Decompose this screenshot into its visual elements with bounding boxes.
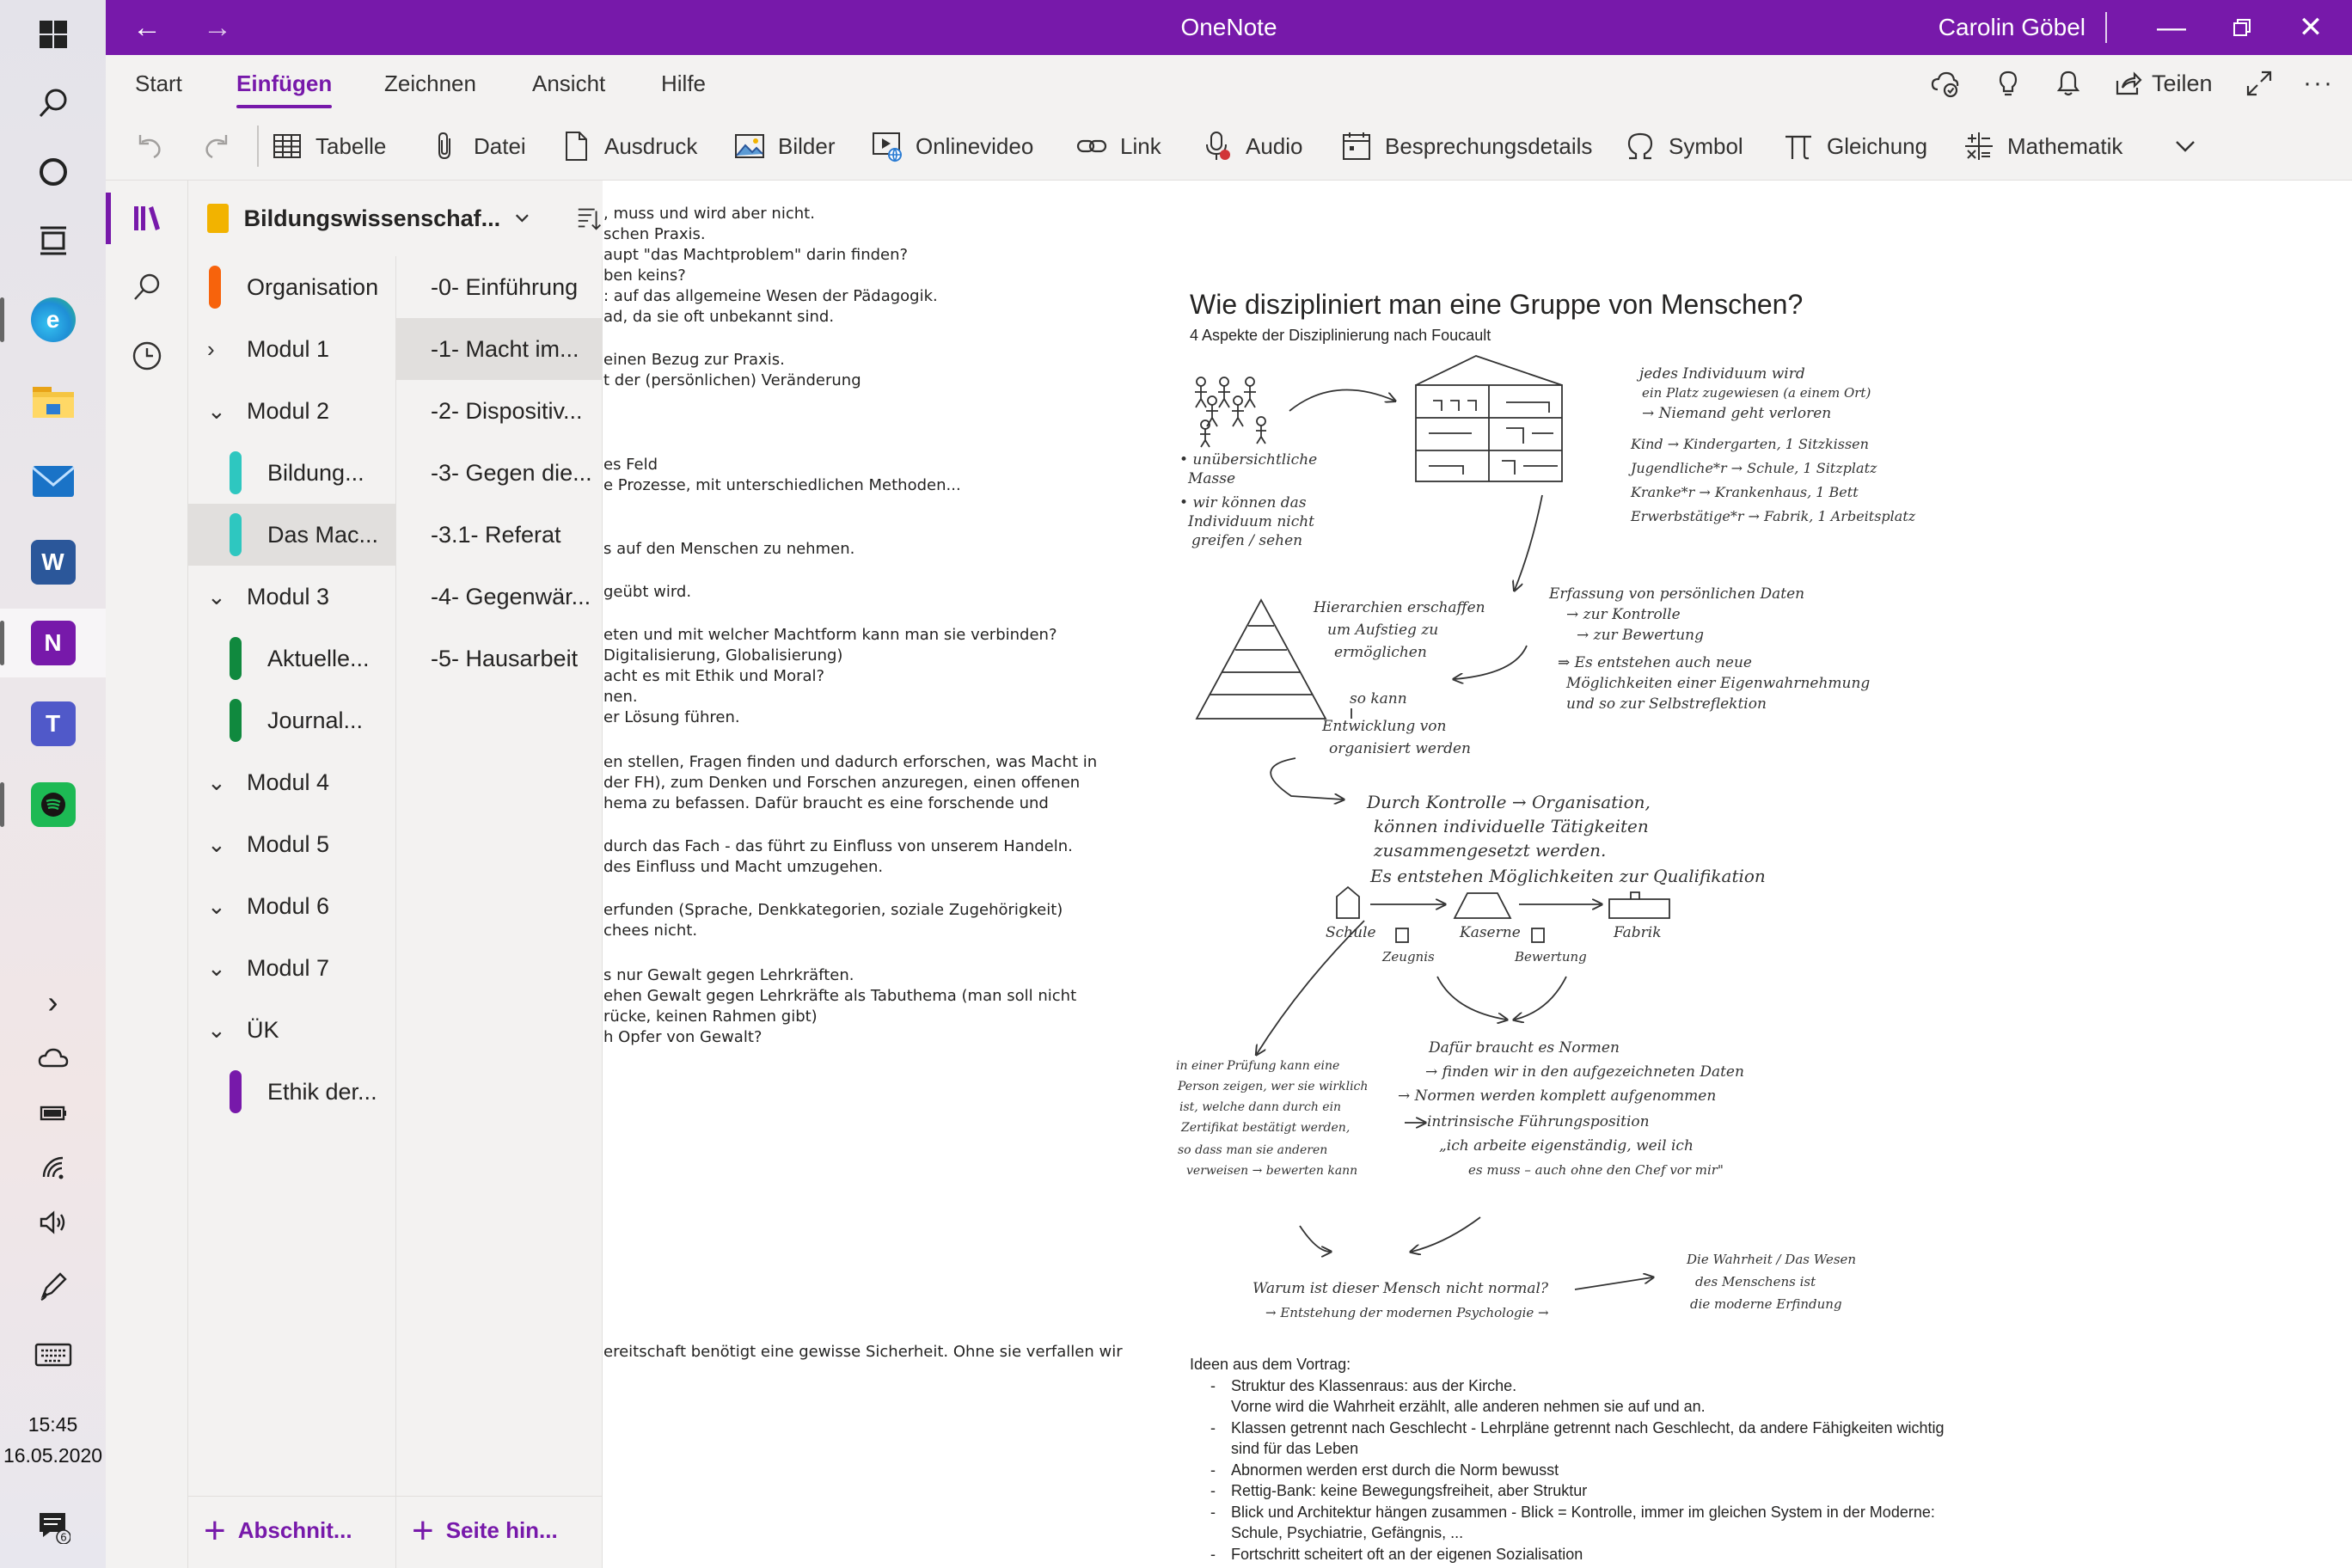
redo-button[interactable]: [200, 112, 245, 181]
cortana-circle-icon: [38, 156, 69, 187]
note-text-line: geübt wird.: [603, 583, 692, 601]
picture-icon: [733, 130, 766, 162]
ideas-heading: Ideen aus dem Vortrag:: [1190, 1356, 1351, 1373]
ink-text: → finden wir in den aufgezeichneten Daten: [1425, 1063, 1744, 1081]
ink-text: Es entstehen Möglichkeiten zur Qualifikation: [1370, 866, 1766, 886]
undo-icon: [133, 130, 166, 162]
pen-icon: [38, 1271, 69, 1302]
section-color-tab: [230, 1070, 242, 1113]
tab-ansicht[interactable]: Ansicht: [532, 70, 606, 96]
notebooks-button[interactable]: [106, 184, 188, 253]
ink-text: ⇒ Es entstehen auch neue: [1558, 654, 1752, 671]
insert-link-label: Link: [1120, 132, 1161, 159]
note-text-line: : auf das allgemeine Wesen der Pädagogik.: [603, 287, 938, 305]
section-color-tab: [209, 266, 221, 309]
ideas-bullet: - Rettig-Bank: keine Bewegungsfreiheit, aber Struktur: [1190, 1480, 1945, 1502]
undo-button[interactable]: [133, 112, 178, 181]
ink-text: • wir können das: [1179, 494, 1307, 511]
word-button[interactable]: [0, 528, 106, 597]
spotify-button[interactable]: [0, 770, 106, 839]
page-item[interactable]: -2- Dispositiv...: [431, 398, 583, 424]
section-item[interactable]: [188, 318, 396, 380]
tab-start[interactable]: Start: [135, 70, 182, 96]
crowd-drawing: [1195, 377, 1266, 447]
tab-hilfe[interactable]: Hilfe: [661, 70, 707, 96]
chevron-down-icon[interactable]: ⌄: [207, 583, 226, 609]
task-view-button[interactable]: [0, 206, 106, 275]
insert-file-label: Datei: [474, 132, 526, 159]
cloud-icon: [38, 1047, 69, 1068]
insert-pictures-label: Bilder: [778, 132, 836, 159]
cloud-sync-icon: [1930, 69, 1959, 98]
section-item[interactable]: [188, 256, 396, 318]
ink-text: Zertifikat bestätigt werden,: [1181, 1121, 1351, 1135]
note-text-line: chees nicht.: [603, 922, 698, 940]
note-text-line: nen.: [603, 688, 638, 706]
minimize-icon: —: [2157, 10, 2186, 44]
chevron-down-icon[interactable]: ⌄: [207, 397, 226, 424]
section-color-tab: [230, 637, 242, 680]
section-label: Modul 4: [247, 769, 330, 795]
section-item[interactable]: [188, 628, 396, 689]
add-page-label: Seite hin...: [445, 1517, 558, 1543]
note-text-line: ben keins?: [603, 266, 686, 285]
ink-text: → Normen werden komplett aufgenommen: [1398, 1087, 1717, 1105]
chevron-down-icon[interactable]: ⌄: [207, 954, 226, 981]
ink-text: Kranke*r → Krankenhaus, 1 Bett: [1631, 484, 1859, 500]
page-item[interactable]: -0- Einführung: [431, 274, 579, 300]
ink-text: Person zeigen, wer sie wirklich: [1178, 1080, 1369, 1093]
tab-zeichnen[interactable]: Zeichnen: [384, 70, 476, 96]
navigation-rail: [106, 181, 188, 1568]
ink-text: Kind → Kindergarten, 1 Sitzkissen: [1631, 436, 1869, 452]
insert-table-button[interactable]: [271, 112, 386, 181]
section-color-tab: [230, 451, 242, 494]
page-subtitle[interactable]: 4 Aspekte der Disziplinierung nach Foucault: [1190, 327, 1491, 344]
ink-text: jedes Individuum wird: [1639, 365, 1805, 383]
note-text-line: e Prozesse, mit unterschiedlichen Methoden...: [603, 476, 961, 494]
edge-icon: e: [31, 297, 76, 342]
notebook-header[interactable]: [188, 181, 603, 256]
arrow-right-icon: →: [203, 10, 232, 44]
note-text-line: durch das Fach - das führt zu Einfluss von unserem Handeln.: [603, 837, 1073, 855]
section-item[interactable]: [188, 1061, 396, 1123]
section-color-tab: [230, 699, 242, 742]
ideas-bullet: - Blick und Architektur hängen zusammen - Blick = Kontrolle, immer im gleichen System in der Moderne:: [1190, 1502, 1945, 1523]
pi-icon: [1782, 130, 1815, 162]
note-text-line: s nur Gewalt gegen Lehrkräften.: [603, 966, 854, 984]
ink-text: „ich arbeite eigenständig, weil ich: [1439, 1137, 1694, 1155]
ink-text: Individuum nicht: [1188, 513, 1315, 530]
sync-status-button[interactable]: [1930, 55, 1959, 112]
close-button[interactable]: [2276, 0, 2345, 55]
section-item[interactable]: [188, 937, 396, 999]
ideas-continuation: Schule, Psychiatrie, Gefängnis, ...: [1231, 1524, 1464, 1541]
search-icon: [131, 271, 163, 303]
note-text-line: erfunden (Sprache, Denkkategorien, soziale Zugehörigkeit): [603, 901, 1063, 919]
search-icon: [36, 86, 70, 120]
insert-meeting-details-button[interactable]: [1340, 112, 1592, 181]
note-text-line: acht es mit Ethik und Moral?: [603, 667, 825, 685]
section-label: Modul 5: [247, 830, 330, 857]
action-center-button[interactable]: [0, 1492, 106, 1561]
account-name[interactable]: Carolin Göbel: [1938, 14, 2086, 40]
mail-icon: [31, 464, 76, 499]
ink-text: Bewertung: [1515, 949, 1587, 965]
minimize-button[interactable]: [2137, 0, 2206, 55]
notebooks-icon: [130, 201, 164, 236]
insert-symbol-label: Symbol: [1669, 132, 1743, 159]
chevron-down-icon[interactable]: ⌄: [207, 1016, 226, 1043]
forward-button[interactable]: [183, 0, 252, 55]
note-text-line: des Einfluss und Macht umzugehen.: [603, 858, 884, 876]
ink-text: Schule: [1326, 924, 1376, 941]
note-text-line: schen Praxis.: [603, 225, 706, 243]
note-text-line: der FH), zum Denken und Forschen anzuregen, einen offenen: [603, 774, 1081, 792]
insert-audio-label: Audio: [1246, 132, 1303, 159]
pyramid-drawing: [1197, 600, 1326, 719]
notification-icon: [36, 1510, 70, 1544]
app-title: OneNote: [1180, 14, 1277, 40]
spotify-icon: [31, 782, 76, 827]
online-video-icon: [871, 130, 903, 162]
speaker-icon: [39, 1210, 68, 1235]
section-item[interactable]: [188, 875, 396, 937]
onenote-taskbar-button[interactable]: [0, 609, 106, 677]
ink-text: Erwerbstätige*r → Fabrik, 1 Arbeitsplatz: [1631, 508, 1916, 524]
note-text-line: ereitschaft benötigt eine gewisse Sicherheit. Ohne sie verfallen wir: [603, 1343, 1123, 1361]
insert-printout-label: Ausdruck: [604, 132, 698, 159]
search-notes-button[interactable]: [106, 253, 188, 322]
toolbar-separator: [257, 126, 259, 167]
section-item[interactable]: [188, 380, 396, 442]
insert-symbol-button[interactable]: [1624, 112, 1743, 181]
building-drawing: [1416, 356, 1562, 481]
ideas-bullet: - Klassen getrennt nach Geschlecht - Lehrpläne getrennt nach Geschlecht, da andere Fähigkeiten wichtig: [1190, 1418, 1945, 1439]
insert-online-video-button[interactable]: [871, 112, 1033, 181]
section-label: Modul 3: [247, 583, 330, 609]
ink-text: • unübersichtliche: [1179, 451, 1318, 469]
notebook-name: Bildungswissenschaf...: [243, 205, 501, 231]
title-bar: [106, 0, 2352, 55]
link-icon: [1075, 130, 1108, 162]
more-icon: ···: [2303, 69, 2334, 97]
note-canvas[interactable]: [603, 181, 2352, 1568]
math-button[interactable]: [1963, 112, 2122, 181]
ink-text: Die Wahrheit / Das Wesen: [1687, 1252, 1857, 1267]
start-button[interactable]: [0, 0, 106, 69]
ink-text: Möglichkeiten einer Eigenwahrnehmung: [1566, 675, 1871, 692]
bell-icon: [2054, 69, 2083, 98]
chevron-down-icon: [2169, 130, 2202, 162]
insert-online-video-label: Onlinevideo: [916, 132, 1034, 159]
folder-icon: [31, 382, 76, 420]
ideas-bullet: - Abnormen werden erst durch die Norm bewusst: [1190, 1460, 1945, 1481]
restore-button[interactable]: [2208, 0, 2276, 55]
clock-icon: [131, 340, 163, 372]
note-text-line: , muss und wird aber nicht.: [603, 205, 815, 223]
ribbon-expand-button[interactable]: [2169, 112, 2214, 181]
close-icon: ✕: [2298, 11, 2324, 44]
cortana-button[interactable]: [0, 138, 106, 206]
page-item[interactable]: -4- Gegenwär...: [431, 584, 591, 609]
note-text-line: ad, da sie oft unbekannt sind.: [603, 308, 835, 326]
ink-text: Entwicklung von: [1322, 718, 1447, 735]
ink-text: Jugendliche*r → Schule, 1 Sitzplatz: [1631, 460, 1877, 476]
back-button[interactable]: [113, 0, 181, 55]
insert-audio-button[interactable]: [1201, 112, 1303, 181]
page-item[interactable]: -1- Macht im...: [396, 318, 603, 380]
section-label: Ethik der...: [267, 1078, 377, 1105]
word-icon: W: [31, 540, 76, 585]
share-icon: [2114, 69, 2143, 98]
sort-icon[interactable]: [575, 204, 603, 233]
ink-text: ermöglichen: [1334, 644, 1427, 661]
section-label: Modul 7: [247, 954, 330, 981]
ink-text: verweisen → bewerten kann: [1186, 1164, 1358, 1178]
recent-notes-button[interactable]: [106, 322, 188, 390]
section-label: Bildung...: [267, 459, 364, 486]
ink-text: Zeugnis: [1382, 949, 1435, 965]
section-label: Modul 2: [247, 397, 330, 424]
note-text-line: s auf den Menschen zu nehmen.: [603, 540, 855, 558]
ink-text: ist, welche dann durch ein: [1179, 1100, 1342, 1114]
notifications-button[interactable]: [2054, 55, 2083, 112]
note-text-line: en stellen, Fragen finden und dadurch erforschen, was Macht in: [603, 753, 1098, 771]
section-color-tab: [230, 513, 242, 556]
section-item[interactable]: [188, 504, 396, 566]
pen-tray-button[interactable]: [0, 1252, 106, 1320]
insert-meeting-details-label: Besprechungsdetails: [1385, 132, 1593, 159]
title-separator: [2105, 12, 2107, 43]
expand-icon: [2245, 69, 2274, 98]
document-icon: [560, 130, 592, 162]
chevron-down-icon[interactable]: ⌄: [207, 892, 226, 919]
notification-count: 6: [59, 1531, 67, 1544]
section-item[interactable]: [188, 689, 396, 751]
add-page-button[interactable]: [396, 1496, 603, 1565]
ink-text: des Menschens ist: [1695, 1274, 1816, 1289]
task-view-icon: [37, 224, 70, 257]
ideas-bullet: - Struktur des Klassenraus: aus der Kirche.: [1190, 1375, 1945, 1397]
ink-text: können individuelle Tätigkeiten: [1374, 816, 1649, 836]
ink-text: → zur Kontrolle: [1566, 606, 1681, 623]
note-text-line: hema zu befassen. Dafür braucht es eine forschende und: [603, 794, 1049, 812]
ink-text: in einer Prüfung kann eine: [1176, 1059, 1340, 1073]
note-text-line: es Feld: [603, 456, 658, 474]
share-label: Teilen: [2152, 70, 2213, 96]
teams-icon: T: [31, 701, 76, 746]
share-button[interactable]: [2114, 55, 2213, 112]
section-item[interactable]: [188, 813, 396, 875]
ink-text: Fabrik: [1614, 924, 1662, 941]
chevron-right-icon: ›: [47, 984, 58, 1020]
windows-taskbar: [0, 0, 106, 1568]
chevron-right-icon[interactable]: ›: [207, 335, 215, 362]
section-item[interactable]: [188, 999, 396, 1061]
table-icon: [271, 130, 303, 162]
insert-table-label: Tabelle: [315, 132, 387, 159]
ink-text: die moderne Erfindung: [1690, 1296, 1842, 1312]
insert-printout-button[interactable]: [560, 112, 697, 181]
ink-text: Dafür braucht es Normen: [1429, 1039, 1620, 1057]
section-item[interactable]: [188, 751, 396, 813]
tell-me-button[interactable]: [1994, 55, 2023, 112]
calendar-icon: [1340, 130, 1373, 162]
note-text-line: aupt "das Machtproblem" darin finden?: [603, 246, 909, 264]
note-text-line: ehen Gewalt gegen Lehrkräfte als Tabuthema (man soll nicht: [603, 987, 1077, 1005]
section-label: Modul 1: [247, 335, 330, 362]
note-text-line: eten und mit welcher Machtform kann man sie verbinden?: [603, 626, 1057, 644]
clock-time[interactable]: 15:45: [28, 1413, 78, 1436]
ink-text: organisiert werden: [1329, 740, 1471, 757]
section-label: Organisation: [247, 273, 379, 300]
ideas-list: [1190, 1375, 1945, 1565]
ideas-block[interactable]: [1190, 1354, 1945, 1565]
section-label: Journal...: [267, 707, 364, 733]
note-text-line: Digitalisierung, Globalisierung): [603, 646, 843, 665]
ink-text: Masse: [1188, 470, 1236, 487]
onenote-icon: N: [31, 621, 76, 665]
note-text-line: rücke, keinen Rahmen gibt): [603, 1008, 818, 1026]
mail-button[interactable]: [0, 447, 106, 516]
windows-logo-icon: [38, 19, 69, 50]
ink-text: es muss – auch ohne den Chef vor mir": [1468, 1162, 1724, 1178]
restore-icon: [2232, 17, 2252, 38]
chevron-down-icon: [512, 208, 532, 229]
arrow-left-icon: ←: [132, 10, 162, 44]
search-taskbar-button[interactable]: [0, 69, 106, 138]
plus-icon: +: [204, 1509, 226, 1552]
section-item[interactable]: [188, 566, 396, 628]
note-text-line: h Opfer von Gewalt?: [603, 1028, 763, 1046]
handwritten-diagram[interactable]: [1171, 349, 1996, 1510]
insert-equation-button[interactable]: [1782, 112, 1927, 181]
omega-icon: [1624, 130, 1657, 162]
keyboard-icon: [34, 1343, 72, 1367]
chevron-down-icon[interactable]: ⌄: [207, 830, 226, 857]
section-label: Das Mac...: [267, 521, 379, 548]
insert-equation-label: Gleichung: [1827, 132, 1928, 159]
ink-text: Hierarchien erschaffen: [1314, 599, 1485, 616]
ink-text: Erfassung von persönlichen Daten: [1549, 585, 1805, 603]
teams-button[interactable]: [0, 689, 106, 758]
ideas-bullet: - Fortschritt scheitert oft an der eigenen Sozialisation: [1190, 1544, 1945, 1565]
ink-text: greifen / sehen: [1191, 532, 1303, 549]
microphone-icon: [1201, 130, 1234, 162]
ink-text: um Aufstieg zu: [1327, 622, 1439, 639]
section-item[interactable]: [188, 442, 396, 504]
file-explorer-button[interactable]: [0, 366, 106, 435]
ideas-continuation: sind für das Leben: [1231, 1440, 1359, 1457]
ink-text: so kann: [1350, 690, 1407, 707]
ink-text: Kaserne: [1460, 924, 1521, 941]
math-icon: [1963, 130, 1995, 162]
note-text-line: einen Bezug zur Praxis.: [603, 351, 785, 369]
insert-link-button[interactable]: [1075, 112, 1161, 181]
volume-tray-button[interactable]: [0, 1188, 106, 1257]
fullscreen-button[interactable]: [2245, 55, 2274, 112]
battery-icon: [38, 1102, 69, 1123]
add-section-label: Abschnit...: [237, 1517, 352, 1543]
tab-einfuegen[interactable]: Einfügen: [236, 55, 332, 112]
edge-taskbar-button[interactable]: [0, 285, 106, 354]
ink-text: Warum ist dieser Mensch nicht normal?: [1253, 1280, 1549, 1297]
paperclip-icon: [429, 130, 462, 162]
page-item[interactable]: -3.1- Referat: [431, 522, 561, 548]
section-label: Aktuelle...: [267, 645, 370, 671]
ink-text: → Entstehung der modernen Psychologie →: [1265, 1305, 1549, 1320]
section-label: ÜK: [247, 1016, 279, 1043]
ink-text: Durch Kontrolle → Organisation,: [1367, 792, 1651, 812]
section-label: Modul 6: [247, 892, 330, 919]
ribbon-tabs: [106, 55, 2352, 112]
page-item[interactable]: -5- Hausarbeit: [431, 646, 579, 671]
lightbulb-icon: [1994, 69, 2023, 98]
insert-pictures-button[interactable]: [733, 112, 835, 181]
chevron-down-icon[interactable]: ⌄: [207, 769, 226, 795]
clock-date[interactable]: 16.05.2020: [3, 1444, 103, 1467]
insert-file-button[interactable]: [429, 112, 526, 181]
touch-keyboard-button[interactable]: [0, 1320, 106, 1389]
redo-icon: [200, 130, 233, 162]
add-section-button[interactable]: [188, 1496, 396, 1565]
note-text-line: t der (persönlichen) Veränderung: [603, 371, 861, 389]
ideas-continuation: Vorne wird die Wahrheit erzählt, alle anderen nehmen sie auf und an.: [1231, 1398, 1706, 1415]
ink-text: ein Platz zugewiesen (a einem Ort): [1642, 385, 1871, 401]
page-title[interactable]: Wie diszipliniert man eine Gruppe von Menschen?: [1190, 289, 1804, 320]
notebook-icon: [207, 204, 229, 233]
ribbon-toolbar: [106, 112, 2352, 181]
math-label: Mathematik: [2007, 132, 2123, 159]
ink-text: intrinsische Führungsposition: [1427, 1113, 1650, 1130]
ink-text: → Niemand geht verloren: [1642, 405, 1832, 422]
ink-text: → zur Bewertung: [1577, 627, 1704, 644]
page-item[interactable]: -3- Gegen die...: [431, 460, 592, 486]
ink-text: zusammengesetzt werden.: [1374, 840, 1607, 861]
more-options-button[interactable]: [2303, 55, 2334, 112]
ink-text: so dass man sie anderen: [1178, 1143, 1328, 1157]
ink-text: und so zur Selbstreflektion: [1566, 695, 1767, 713]
plus-icon: +: [412, 1509, 434, 1552]
note-text-line: er Lösung führen.: [603, 708, 740, 726]
wifi-icon: [39, 1155, 68, 1180]
